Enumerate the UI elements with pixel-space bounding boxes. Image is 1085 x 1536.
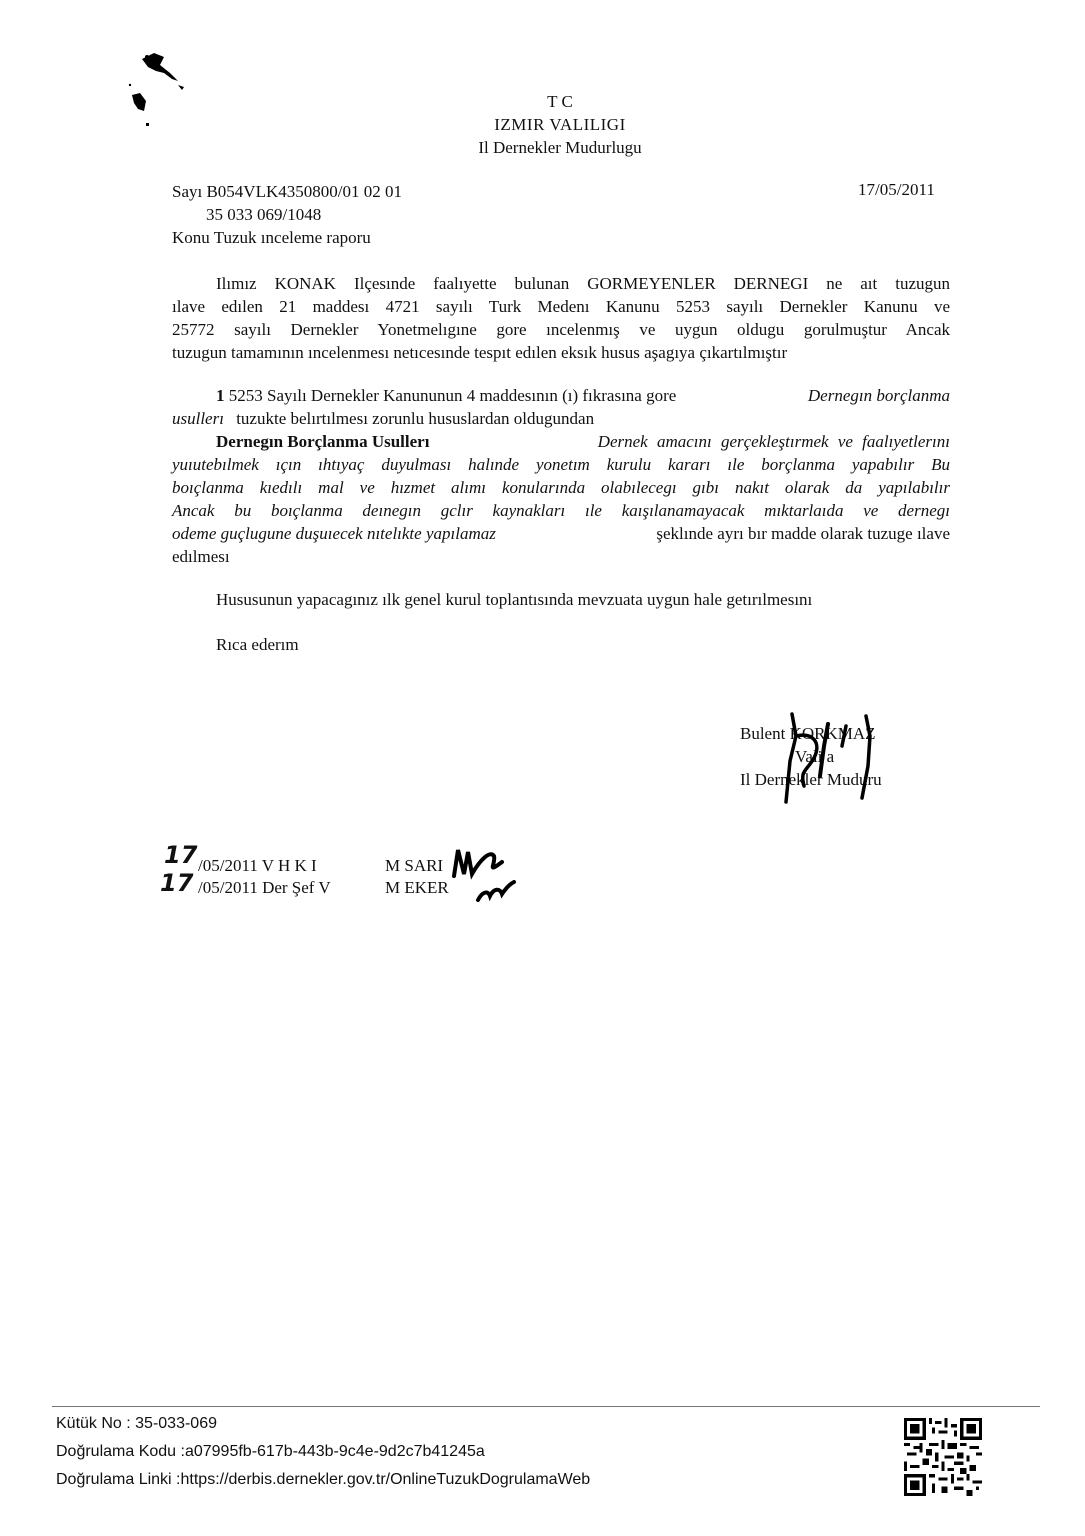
reference-number: Sayı B054VLK4350800/01 02 01 [172,182,402,201]
article-text: Ancak bu boıçlanma deınegın gclır kaynakları ıle kaışılanamayacak mıktarlaıda ve dernegı [172,501,950,520]
paragraph-request: Hususunun yapacagınız ılk genel kurul toplantısında mevzuata uygun hale getırılmesını [216,590,813,609]
article-line-5 [172,522,950,545]
article-text: boıçlanma kıedılı mal ve hızmet alımı konularında olabılecegı gıbı nakıt olarak da yapılabılır [172,478,950,497]
verification-link[interactable]: Doğrulama Linki :https://derbis.dernekler.gov.tr/OnlineTuzukDogrulamaWeb [56,1471,591,1488]
qr-code-icon[interactable] [904,1418,982,1496]
finding-number: 1 [216,386,225,405]
article-text: odeme guçlugune duşuıecek nıtelıkte yapılamaz [172,524,496,543]
closing-line: Rıca ederım [216,635,299,654]
finding-line-2 [172,407,950,430]
paragraph-line: ılave edılen 21 maddesı 4721 sayılı Turk Medenı Kanunu 5253 sayılı Dernekler Kanunu ve [172,297,950,316]
article-text: Dernek amacını gerçekleştırmek ve faalıyetlerını [597,432,950,451]
initials-person: M EKER [385,878,449,897]
article-line-1 [172,430,950,453]
paragraph-line: tuzugun tamamının ıncelenmesı netıcesınde tespıt edılen eksık husus aşagıya çıkartılmıştır [172,343,788,362]
document-date: 17/05/2011 [858,180,935,199]
article-instruction: şeklınde ayrı bır madde olarak tuzuge ılave [656,524,950,543]
footer-divider [52,1406,1040,1407]
header-tc: T C [547,92,573,111]
paragraph-line: Ilımız KONAK Ilçesınde faalıyette bulunan GORMEYENLER DERNEGI ne aıt tuzugun [216,274,950,293]
verification-footer [56,1412,590,1492]
verification-code: Doğrulama Kodu :a07995fb-617b-443b-9c4e-9d2c7b41245a [56,1443,485,1460]
initials-person: M SARI [385,856,444,875]
finding-topic: Dernegın borçlanma [807,386,950,405]
finding-rest: tuzukte belırtılmesı zorunlu hususlardan oldugundan [236,409,595,428]
paragraph-line: 25772 sayılı Dernekler Yonetmelıgıne gore ıncelenmış ve uygun oldugu gorulmuştur Ancak [172,320,950,339]
handwritten-day: 17 [160,869,194,897]
finding-topic-cont: usullerı [172,409,224,428]
header-institution: IZMIR VALILIGI [494,115,626,134]
proposed-article [172,430,950,568]
initials-date: /05/2011 Der Şef V [198,878,331,897]
finding-line-1 [172,384,950,407]
seal-mark-icon [120,45,200,135]
finding-text: 5253 Sayılı Dernekler Kanununun 4 maddesının (ı) fıkrasına gore [228,386,677,405]
subject-line: Konu Tuzuk ınceleme raporu [172,228,371,247]
article-text: yuıutebılmek ıçın ıhtıyaç duyulması halınde yonetım kurulu kararı ıle borçlanma yapabılır Bu [172,455,950,474]
initials-date: /05/2011 V H K I [198,856,317,875]
handwritten-day: 17 [164,841,198,869]
finding-item [172,384,950,430]
reference-number-2: 35 033 069/1048 [206,205,322,224]
article-instruction-end: edılmesı [172,547,230,566]
document-header [370,90,750,159]
reference-block [172,180,632,249]
signature-scribble-icon [782,706,882,806]
registry-number: Kütük No : 35-033-069 [56,1415,217,1432]
finding-intro [216,384,676,407]
initials-scribble-icon [450,840,540,910]
paragraph-intro [172,272,950,364]
signatory-office: Il Dernekler Muduru [740,770,882,789]
signatory-title: Vali a [795,747,835,766]
header-directorate: Il Dernekler Mudurlugu [478,138,642,157]
article-heading: Dernegın Borçlanma Usullerı [216,432,430,451]
signatory-name: Bulent KORKMAZ [740,724,876,743]
